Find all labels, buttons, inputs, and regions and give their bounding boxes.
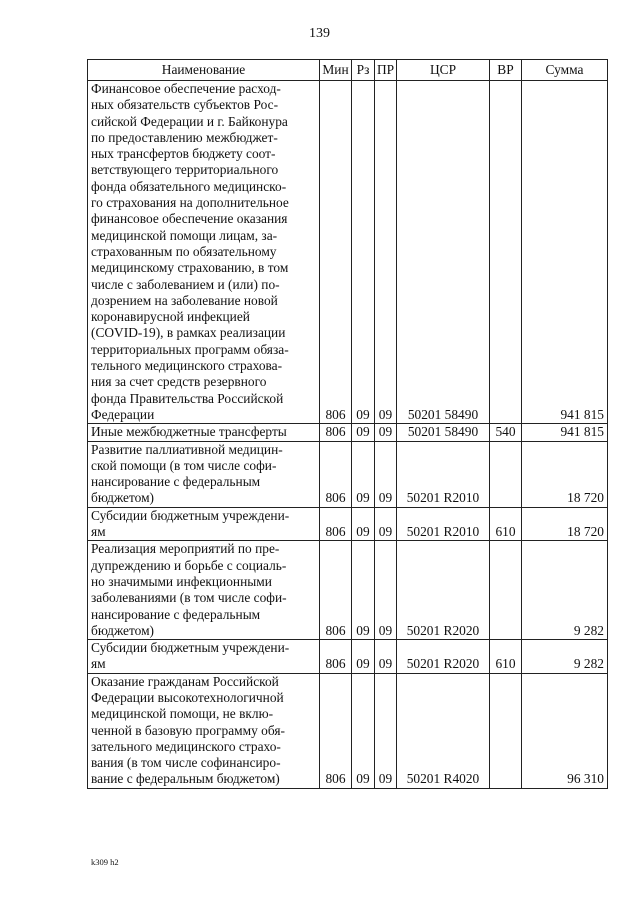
row-min: 806 xyxy=(320,541,352,640)
header-vr: ВР xyxy=(490,60,522,81)
row-pr: 09 xyxy=(375,640,397,674)
row-name: Оказание гражданам Российской Федерации высокотехнологичной медицинской помощи, не вклю- ченной в базовую программу обя- зательного медицинского страхо- вания (в том числе софинансиро- вание с федеральным бюджетом) xyxy=(88,673,320,788)
header-min: Мин xyxy=(320,60,352,81)
row-rz: 09 xyxy=(352,640,375,674)
row-name: Реализация мероприятий по пре- дупреждению и борьбе с социаль- но значимыми инфекционными заболеваниями (в том числе софи- нансирование с федеральным бюджетом) xyxy=(88,541,320,640)
row-rz: 09 xyxy=(352,441,375,507)
row-vr xyxy=(490,81,522,424)
row-pr: 09 xyxy=(375,673,397,788)
row-pr: 09 xyxy=(375,81,397,424)
row-sum: 96 310 xyxy=(522,673,608,788)
table-row xyxy=(88,640,608,674)
row-pr: 09 xyxy=(375,441,397,507)
row-rz: 09 xyxy=(352,424,375,441)
row-min: 806 xyxy=(320,507,352,541)
header-csr: ЦСР xyxy=(397,60,490,81)
table-header-row xyxy=(88,60,608,81)
footer-code: k309 h2 xyxy=(91,857,119,867)
row-sum: 18 720 xyxy=(522,441,608,507)
row-name: Субсидии бюджетным учреждени- ям xyxy=(88,640,320,674)
row-vr: 610 xyxy=(490,640,522,674)
row-sum: 941 815 xyxy=(522,81,608,424)
table-row xyxy=(88,441,608,507)
header-rz: Рз xyxy=(352,60,375,81)
page-number: 139 xyxy=(309,26,330,41)
row-csr: 50201 R2020 xyxy=(397,541,490,640)
table-row xyxy=(88,424,608,441)
row-csr: 50201 R4020 xyxy=(397,673,490,788)
row-vr: 540 xyxy=(490,424,522,441)
row-name: Финансовое обеспечение расход- ных обязательств субъектов Рос- сийской Федерации и г. Байконура по предоставлению межбюджет- ных трансфертов бюджету соот- ветствующего территориального фонда обязательного медицинско- го страхования на дополнительное финансовое обеспечение оказания медицинской помощи лицам, за- страхованным по обязательному медицинскому страхованию, в том числе с заболеванием и (или) по- дозрением на заболевание новой коронавирусной инфекцией (COVID-19), в рамках реализации территориальных программ обяза- тельного медицинского страхова- ния за счет средств резервного фонда Правительства Российской Федерации xyxy=(88,81,320,424)
row-sum: 18 720 xyxy=(522,507,608,541)
row-rz: 09 xyxy=(352,541,375,640)
budget-table xyxy=(87,59,608,789)
row-sum: 9 282 xyxy=(522,541,608,640)
row-vr xyxy=(490,673,522,788)
row-sum: 941 815 xyxy=(522,424,608,441)
row-rz: 09 xyxy=(352,673,375,788)
row-min: 806 xyxy=(320,424,352,441)
table-row xyxy=(88,673,608,788)
row-name: Иные межбюджетные трансферты xyxy=(88,424,320,441)
header-pr: ПР xyxy=(375,60,397,81)
row-csr: 50201 58490 xyxy=(397,424,490,441)
row-vr xyxy=(490,441,522,507)
row-rz: 09 xyxy=(352,81,375,424)
row-name: Субсидии бюджетным учреждени- ям xyxy=(88,507,320,541)
row-vr xyxy=(490,541,522,640)
row-sum: 9 282 xyxy=(522,640,608,674)
row-min: 806 xyxy=(320,441,352,507)
row-csr: 50201 R2010 xyxy=(397,441,490,507)
row-csr: 50201 R2010 xyxy=(397,507,490,541)
row-min: 806 xyxy=(320,81,352,424)
row-pr: 09 xyxy=(375,424,397,441)
row-name: Развитие паллиативной медицин- ской помощи (в том числе софи- нансирование с федеральным бюджетом) xyxy=(88,441,320,507)
table-row xyxy=(88,541,608,640)
row-pr: 09 xyxy=(375,541,397,640)
header-name: Наименование xyxy=(88,60,320,81)
row-min: 806 xyxy=(320,673,352,788)
table-row xyxy=(88,81,608,424)
table-row xyxy=(88,507,608,541)
header-sum: Сумма xyxy=(522,60,608,81)
row-rz: 09 xyxy=(352,507,375,541)
row-pr: 09 xyxy=(375,507,397,541)
row-csr: 50201 58490 xyxy=(397,81,490,424)
row-vr: 610 xyxy=(490,507,522,541)
row-csr: 50201 R2020 xyxy=(397,640,490,674)
row-min: 806 xyxy=(320,640,352,674)
